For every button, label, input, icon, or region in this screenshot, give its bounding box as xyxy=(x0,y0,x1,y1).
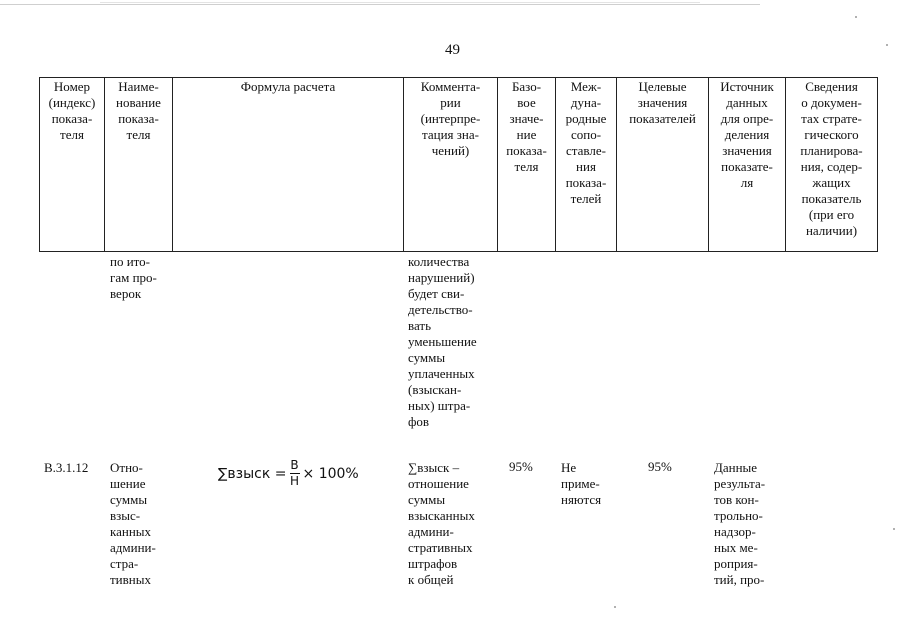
row-base-value: 95% xyxy=(509,459,533,474)
header-index: Номер (индекс) показа- теля xyxy=(48,79,96,142)
table-top-border xyxy=(39,77,878,78)
row-data-source: Данные результа- тов кон- трольно- надзор- ных ме- роприя- тий, про- xyxy=(714,460,766,587)
row-comment: ∑взыск – отношение суммы взысканных админи- стративных штрафов к общей xyxy=(408,460,475,587)
page-number: 49 xyxy=(445,42,460,58)
formula-numerator: В xyxy=(290,458,299,472)
row-name: Отно- шение суммы взыс- канных админи- стра- тивных xyxy=(110,460,156,587)
header-strategic-docs: Сведения о докумен- тах страте- гического планирова- ния, содер- жащих показатель (при его наличии) xyxy=(800,79,863,238)
scan-speck xyxy=(855,16,857,18)
header-data-source: Источник данных для опре- деления значения показате- ля xyxy=(720,79,774,190)
formula-denominator: Н xyxy=(290,474,300,488)
formula-rhs: × 100% xyxy=(302,465,359,482)
formula xyxy=(218,459,359,488)
header-comment: Коммента- рии (интерпре- тация зна- чений) xyxy=(420,79,481,158)
continuation-comment: количества нарушений) будет сви- детельство- вать уменьшение суммы уплаченных (взыскан- ных) штра- фов xyxy=(408,254,477,429)
formula-lhs: ∑взыск = xyxy=(218,465,287,482)
header-base-value: Базо- вое значе- ние показа- теля xyxy=(506,79,547,174)
formula-fraction xyxy=(290,459,300,488)
row-index: В.3.1.12 xyxy=(44,460,89,475)
header-target-values: Целевые значения показателей xyxy=(629,79,696,126)
header-name: Наиме- нование показа- теля xyxy=(116,79,161,142)
scan-speck xyxy=(886,44,888,46)
column-divider xyxy=(172,77,173,252)
scan-speck xyxy=(614,606,616,608)
continuation-name: по ито- гам про- верок xyxy=(110,254,157,301)
header-bottom-border xyxy=(39,251,878,252)
scan-artifact xyxy=(100,2,700,3)
column-divider xyxy=(877,77,878,252)
scan-speck xyxy=(893,528,895,530)
scan-artifact xyxy=(0,4,760,5)
row-target-value: 95% xyxy=(648,459,672,474)
header-international-comparison: Меж- дуна- родные сопо- ставле- ния показа- телей xyxy=(565,79,607,206)
header-formula: Формула расчета xyxy=(240,79,336,94)
row-international-comparison: Не приме- няются xyxy=(561,460,602,507)
